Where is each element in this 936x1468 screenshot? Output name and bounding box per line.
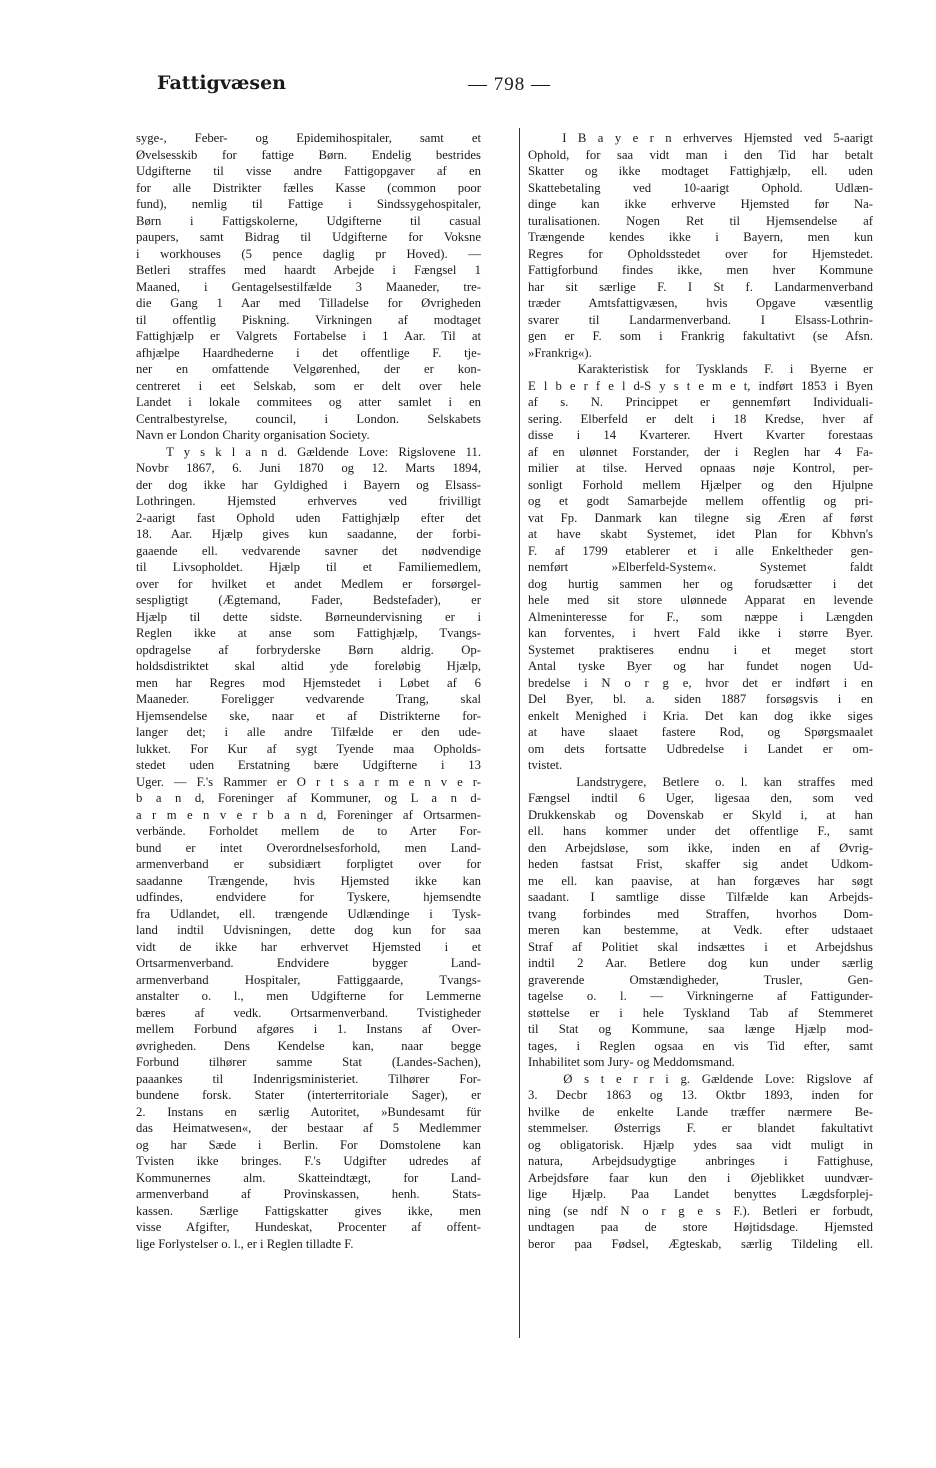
text-line: Maaned, i Gentagelsestilfælde 3 Maaneder, tre- <box>136 279 481 294</box>
text-line: Fattigforbund findes ikke, men hver Kommune <box>528 263 873 277</box>
text-line: afhjælpe Haardhederne i det offentlige F. tje- <box>136 345 481 360</box>
text-line: undtagen paa de store Højtidsdage. Hjemsted <box>528 1220 873 1234</box>
text-line: das Heimatwesen«, der bestaar af 5 Medlemmer <box>136 1121 481 1135</box>
text-line: svarer til Landarmenverband. I Elsass-Lothrin- <box>528 312 873 327</box>
text-line: Landet i lokale commitees og atter samlet i en <box>136 395 481 409</box>
text-line: natura, Arbejdsudygtige anbringes i Fattighuse, <box>528 1154 873 1168</box>
text-line: for alle Distrikter fælles Kasse (common poor <box>136 180 481 195</box>
text-line: armenverband Hospitaler, Fattiggaarde, Tvangs- <box>136 972 481 987</box>
text-line: over for hvilket et andet Medlem er forsørgel- <box>136 576 481 591</box>
text-line: Hjemsendelse ske, naar et af Distrikterne for- <box>136 708 481 723</box>
text-line: paupers, samt Bidrag til Udgifterne for Voksne <box>136 230 481 244</box>
text-line: træder Amtsfattigvæsen, hvis Opgave væsentlig <box>528 296 873 310</box>
text-line: at have skabt Systemet, idet Plan for Kbhvn's <box>528 527 873 541</box>
text-line: har sit særlige F. I St f. Landarmenverband <box>528 279 873 294</box>
text-line: Navn er London Charity organisation Society. <box>136 428 370 442</box>
text-line: Lothringen. Hjemsted erhverves ved frivilligt <box>136 494 481 508</box>
text-line: Trængende kendes ikke i Bayern, men kun <box>528 230 873 244</box>
text-line: vat Fp. Danmark kan tilegne sig Æren af først <box>528 510 873 525</box>
text-line: Fattighjælp er Valgrets Fortabelse i 1 Aar. Til at <box>136 329 481 343</box>
text-line: kassen. Særlige Fattigskatter gives ikke, men <box>136 1203 481 1218</box>
text-line: Udgifterne til visse andre Fattigopgaver af en <box>136 164 481 178</box>
text-line: og obligatorisk. Hjælp ydes saa vidt muligt in <box>528 1137 873 1152</box>
column-divider <box>519 128 520 1338</box>
text-line: fra Udlandet, ell. trængende Udlændinge i Tysk- <box>136 906 481 921</box>
text-line: ell. hans kommer under det offentlige F., samt <box>528 824 873 838</box>
text-line: gaaende ell. vedvarende savner det nødvendige <box>136 543 481 558</box>
text-line: stemmelser. Østerrigs F. er blandet fakultativt <box>528 1121 873 1135</box>
text-line: die Gang 1 Aar med Tilladelse for Øvrigheden <box>136 296 481 310</box>
text-line: hele med sit store ulønnede Apparat en levende <box>528 593 873 607</box>
text-line: Børn i Fattigskolerne, Udgifterne til casual <box>136 213 481 228</box>
text-line: Straf af Politiet skal indsættes i et Arbejdshus <box>528 939 873 954</box>
text-line: 2. Instans en særlig Autoritet, »Bundesamt für <box>136 1104 481 1119</box>
text-line: a r m e n v e r b a n d, Foreninger af Ortsarmen- <box>136 807 481 822</box>
text-line: bæres af vedk. Ortsarmenverband. Tvistigheder <box>136 1005 481 1020</box>
text-line: langer det; i alle andre Tilfælde er den ude- <box>136 725 481 739</box>
text-line: Inhabilitet som Jury- og Meddomsmand. <box>528 1055 735 1069</box>
text-line: Systemet praktiseres endnu i et meget stort <box>528 642 873 657</box>
text-line: Uger. — F.'s Rammer er O r t s a r m e n v e r- <box>136 774 481 789</box>
text-line: Ø s t e r r i g. Gældende Love: Rigslove af <box>528 1071 873 1086</box>
text-line: Betleri straffes med haardt Arbejde i Fængsel 1 <box>136 263 481 277</box>
text-line: syge-, Feber- og Epidemihospitaler, samt et <box>136 131 481 145</box>
text-line: Antal tyske Byer og har fundet nogen Ud- <box>528 659 873 673</box>
text-line: b a n d, Foreninger af Kommuner, og L a n d- <box>136 791 481 805</box>
text-line: ning (se ndf N o r g e s F.). Betleri er forbudt, <box>528 1203 873 1218</box>
text-line: Reglen ikke at anse som Fattighjælp, Tvangs- <box>136 626 481 640</box>
text-line: tages, i Reglen ogsaa en vis Tid efter, samt <box>528 1038 873 1053</box>
text-line: saadanne Trængende, hvis Hjemsted ikke kan <box>136 873 481 888</box>
text-line: af en ulønnet Forstander, der i Reglen har 4 Fa- <box>528 444 873 459</box>
text-line: Fængsel indtil 6 Uger, ligesaa den, som ved <box>528 791 873 805</box>
text-line: graverende Omstændigheder, Trusler, Gen- <box>528 972 873 987</box>
text-line: til Livsopholdet. Hjælp til et Familiemedlem, <box>136 560 481 574</box>
text-line: sering. Elberfeld er delt i 18 Kredse, hver af <box>528 411 873 426</box>
text-line: af s. N. Princippet er gennemført Individuali- <box>528 395 873 409</box>
text-line: enkelt Menighed i Kria. Det kan dog ikke siges <box>528 708 873 723</box>
text-line: armenverband er subsidiært forpligtet over for <box>136 857 481 871</box>
text-line: Skattebetaling ved 10-aarigt Ophold. Udlæn- <box>528 180 873 195</box>
text-line: centreret i eet Selskab, som er delt over hele <box>136 378 481 393</box>
text-line: beror paa Fødsel, Ægteskab, særlig Tildeling ell. <box>528 1236 873 1251</box>
running-header-title: Fattigvæsen <box>157 72 286 94</box>
text-line: Karakteristisk for Tysklands F. i Byerne er <box>528 362 873 376</box>
text-column-left <box>136 130 481 1252</box>
text-line: at have slaaet fastere Rod, og Spørgsmaalet <box>528 725 873 739</box>
text-line: den Arbejdsløse, som ikke, inden en af Øvrig- <box>528 840 873 855</box>
text-line: 2-aarigt fast Ophold uden Fattighjælp efter det <box>136 510 481 525</box>
text-line: fund), nemlig til Fattige i Sindssygehospitaler, <box>136 197 481 211</box>
text-line: Tvisten ikke bringes. F.'s Udgifter udredes af <box>136 1154 481 1168</box>
text-line: udfindes, endvidere for Tyskere, hjemsendte <box>136 890 481 904</box>
text-line: hvilke de enkelte Lande træffer nærmere Be- <box>528 1104 873 1119</box>
text-line: »Frankrig«). <box>528 345 592 360</box>
text-column-right <box>528 130 873 1252</box>
text-line: Drukkenskab og Dovenskab er Skyld i, at han <box>528 807 873 822</box>
text-line: Kommunernes alm. Skatteindtægt, for Land- <box>136 1170 481 1185</box>
text-line: 3. Decbr 1863 og 13. Oktbr 1893, inden for <box>528 1088 873 1102</box>
text-line: Arbejdsføre faar kun den i Øjeblikket uundvær- <box>528 1170 873 1185</box>
text-line: armenverband af Provinskassen, henh. Stats- <box>136 1187 481 1201</box>
text-line: sonligt Forhold mellem Hjælper og den Hjulpne <box>528 477 873 492</box>
text-line: Maaneder. Foreligger vedvarende Trang, skal <box>136 692 481 706</box>
text-line: tvistet. <box>528 758 563 772</box>
text-line: Skatter og ikke modtaget Fattighjælp, ell. uden <box>528 164 873 178</box>
text-line: T y s k l a n d. Gældende Love: Rigslovene 11. <box>136 444 481 459</box>
text-line: meren kan bestemme, at Vedk. efter udstaaet <box>528 923 873 937</box>
text-line: støttelse er i hele Tyskland Tab af Stemmeret <box>528 1005 873 1020</box>
page-number: — 798 — <box>468 74 551 95</box>
text-line: Almeninteresse for F., som næppe i Længden <box>528 609 873 624</box>
text-line: gen er F. som i Frankrig fakultativt (se Afsn. <box>528 329 873 343</box>
text-line: Øvelsesskib for fattige Børn. Endelig bestrides <box>136 147 481 162</box>
text-line: dog hurtig sammen her og forudsætter i det <box>528 576 873 591</box>
text-line: nemført »Elberfeld-System«. Systemet faldt <box>528 560 873 574</box>
text-line: 18. Aar. Hjælp gives kun saadanne, der forbi- <box>136 527 481 541</box>
text-line: paaankes til Indenrigsministeriet. Tilhører For- <box>136 1071 481 1086</box>
text-line: til Stat og Kommune, saa længe Hjælp mod- <box>528 1022 873 1036</box>
text-line: i workhouses (5 pence daglig pr Hoved). — <box>136 246 481 261</box>
text-line: dinge kan ikke erhverve Hjemsted før Na- <box>528 197 873 211</box>
text-line: Forbund tilhører samme Stat (Landes-Sachen), <box>136 1055 481 1069</box>
text-line: bredelse i N o r g e, hvor det er indført i en <box>528 675 873 690</box>
text-line: bundene forsk. Stater (interterritoriale Sager), er <box>136 1088 481 1102</box>
text-line: disse i 14 Kvarterer. Hvert Kvarter forestaas <box>528 428 873 442</box>
text-line: indtil 2 Aar. Betlere dog kun under særlig <box>528 956 873 970</box>
text-line: holdsdistriktet skal altid yde foreløbig Hjælp, <box>136 659 481 673</box>
text-line: vidt de ikke har erhvervet Hjemsted i et <box>136 939 481 954</box>
text-line: Landstrygere, Betlere o. l. kan straffes med <box>528 774 873 789</box>
text-line: saadant. I samtlige disse Tilfælde kan Arbejds- <box>528 890 873 904</box>
text-line: Novbr 1867, 6. Juni 1870 og 12. Marts 1894, <box>136 461 481 475</box>
text-line: anstalter o. l., men Udgifterne for Lemmerne <box>136 989 481 1003</box>
text-line: sespligtigt (Ægtemand, Fader, Bedstefader), er <box>136 593 481 607</box>
text-line: verbände. Forholdet mellem de to Arter For- <box>136 824 481 838</box>
text-line: til offentlig Piskning. Virkningen af modtaget <box>136 312 481 327</box>
text-line: Del Byer, bl. a. siden 1887 forsøgsvis i en <box>528 692 873 706</box>
text-line: og har Sæde i Berlin. For Domstolene kan <box>136 1137 481 1152</box>
text-line: I B a y e r n erhverves Hjemsted ved 5-aarigt <box>528 131 873 145</box>
text-line: me ell. kan paavise, at han forgæves har søgt <box>528 873 873 888</box>
text-line: tagelse o. l. — Virkningerne af Fattigunder- <box>528 989 873 1003</box>
text-line: mellem Forbund afgøres i 1. Instans af Over- <box>136 1022 481 1036</box>
text-line: lige Hjælp. Paa Landet benyttes Lægdsforplej- <box>528 1187 873 1201</box>
text-line: turalisationen. Nogen Ret til Hjemsendelse af <box>528 213 873 228</box>
text-line: kan forventes, i hvert Fald ikke i større Byer. <box>528 626 873 640</box>
text-line: lige Forlystelser o. l., er i Reglen tilladte F. <box>136 1236 354 1251</box>
text-line: Ortsarmenverband. Endvidere bygger Land- <box>136 956 481 970</box>
text-line: tvang forbindes med Straffen, hvorhos Dom- <box>528 906 873 921</box>
text-line: opdragelse af forbryderske Børn aldrig. Op- <box>136 642 481 657</box>
text-line: Centralbestyrelse, council, i London. Selskabets <box>136 411 481 426</box>
text-line: Hjælp til dette sidste. Børneundervisning er i <box>136 609 481 624</box>
text-line: om dets fortsatte Udbredelse i Landet er om- <box>528 741 873 756</box>
text-line: visse Afgifter, Hundeskat, Procenter af offent- <box>136 1220 481 1234</box>
text-line: E l b e r f e l d-S y s t e m e t, indført 1853 i Byen <box>528 378 873 393</box>
text-line: lukket. For Kur af sygt Tyende maa Opholds- <box>136 741 481 756</box>
text-line: og et godt Samarbejde mellem offentlig og pri- <box>528 494 873 508</box>
text-line: der dog ikke har Gyldighed i Bayern og Elsass- <box>136 477 481 492</box>
text-line: men har Regres mod Hjemstedet i Løbet af 6 <box>136 675 481 690</box>
text-line: ner en omfattende Velgørenhed, der er kon- <box>136 362 481 376</box>
text-line: heden fastsat Frist, skaffer sig andet Udkom- <box>528 857 873 871</box>
text-line: Regres for Opholdsstedet over for Hjemstedet. <box>528 246 873 261</box>
text-line: F. af 1799 etablerer et i alle Enkeltheder gen- <box>528 543 873 558</box>
text-line: stedet uden Erstatning bære Udgifterne i 13 <box>136 758 481 772</box>
text-line: bund er intet Overordnelsesforhold, men Land- <box>136 840 481 855</box>
text-line: Ophold, for saa vidt man i den Tid har betalt <box>528 147 873 162</box>
text-line: land indtil Udvisningen, dette dog kun for saa <box>136 923 481 937</box>
text-line: øvrigheden. Dens Kendelse kan, naar begge <box>136 1038 481 1053</box>
text-line: milier at tilse. Herved opnaas nøje Kontrol, per- <box>528 461 873 475</box>
